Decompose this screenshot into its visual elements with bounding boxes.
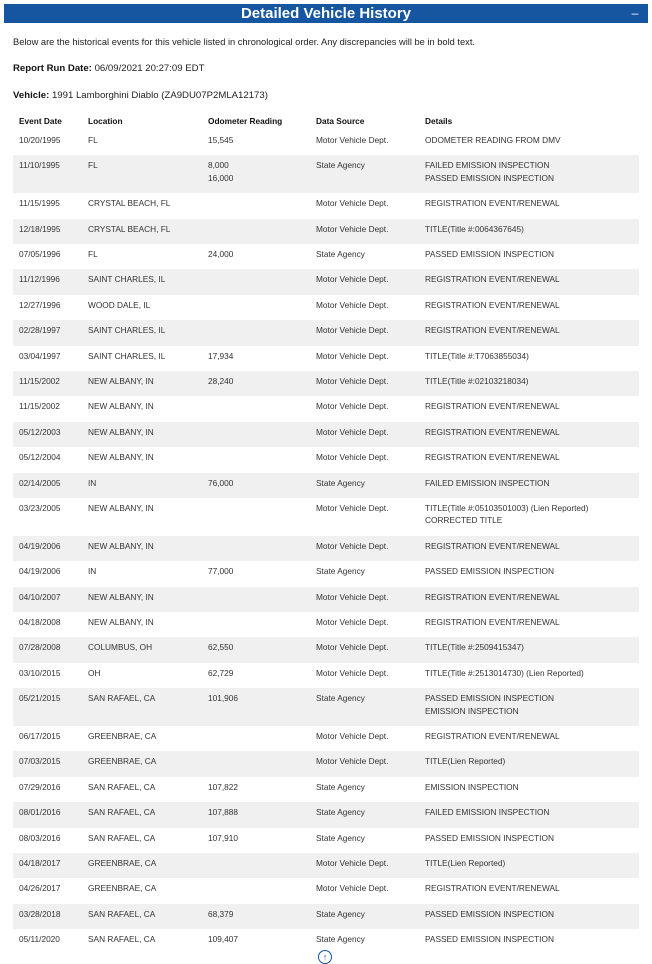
cell-details <box>419 536 639 561</box>
detail-line: FAILED EMISSION INSPECTION <box>425 477 550 488</box>
cell-details <box>419 320 639 345</box>
cell-details <box>419 828 639 853</box>
table-row <box>13 155 639 193</box>
history-table <box>13 112 639 955</box>
cell-event-date: 05/12/2003 <box>19 426 61 437</box>
cell-data-source: Motor Vehicle Dept. <box>316 731 389 742</box>
table-row <box>13 269 639 294</box>
cell-details <box>419 130 639 155</box>
cell-location: OH <box>88 667 101 678</box>
header-location: Location <box>88 116 123 126</box>
cell-event-date: 04/18/2017 <box>19 858 61 869</box>
odometer-value: 107,910 <box>208 832 238 843</box>
cell-odometer <box>202 320 310 345</box>
cell-odometer <box>202 561 310 586</box>
cell-event-date: 12/27/1996 <box>19 299 61 310</box>
cell-data-source: Motor Vehicle Dept. <box>316 350 389 361</box>
cell-location: COLUMBUS, OH <box>88 642 153 653</box>
cell-event-date: 12/18/1995 <box>19 223 61 234</box>
cell-odometer <box>202 269 310 294</box>
cell-data-source: Motor Vehicle Dept. <box>316 591 389 602</box>
detail-line: EMISSION INSPECTION <box>425 705 519 716</box>
intro-text: Below are the historical events for this vehicle listed in chronological order. Any discrepancies will be in bold text. <box>13 37 475 47</box>
table-row <box>13 663 639 688</box>
cell-data-source: Motor Vehicle Dept. <box>316 274 389 285</box>
cell-data-source: State Agency <box>316 934 365 945</box>
cell-event-date: 06/17/2015 <box>19 731 61 742</box>
odometer-value: 8,000 <box>208 160 229 171</box>
detail-line: REGISTRATION EVENT/RENEWAL <box>425 731 560 742</box>
report-run-date <box>13 63 204 74</box>
cell-location: NEW ALBANY, IN <box>88 376 154 387</box>
detail-line: REGISTRATION EVENT/RENEWAL <box>425 198 560 209</box>
cell-location: GREENBRAE, CA <box>88 883 157 894</box>
table-row <box>13 193 639 218</box>
odometer-value: 101,906 <box>208 693 238 704</box>
detail-line: REGISTRATION EVENT/RENEWAL <box>425 299 560 310</box>
table-row <box>13 371 639 396</box>
cell-location: SAN RAFAEL, CA <box>88 832 156 843</box>
cell-odometer <box>202 219 310 244</box>
cell-details <box>419 777 639 802</box>
detail-line: PASSED EMISSION INSPECTION <box>425 832 554 843</box>
table-row <box>13 561 639 586</box>
detail-line: REGISTRATION EVENT/RENEWAL <box>425 591 560 602</box>
cell-location: CRYSTAL BEACH, FL <box>88 223 171 234</box>
detail-line: TITLE(Lien Reported) <box>425 756 506 767</box>
cell-details <box>419 726 639 751</box>
cell-details <box>419 371 639 396</box>
report-run-date-value: 06/09/2021 20:27:09 EDT <box>94 63 205 74</box>
cell-odometer <box>202 473 310 498</box>
detail-line: PASSED EMISSION INSPECTION <box>425 566 554 577</box>
table-row <box>13 219 639 244</box>
detail-line: REGISTRATION EVENT/RENEWAL <box>425 617 560 628</box>
table-row <box>13 853 639 878</box>
cell-details <box>419 751 639 776</box>
odometer-value: 68,379 <box>208 908 234 919</box>
table-row <box>13 130 639 155</box>
collapse-button[interactable]: – <box>631 6 639 20</box>
cell-event-date: 04/10/2007 <box>19 591 61 602</box>
cell-data-source: Motor Vehicle Dept. <box>316 325 389 336</box>
report-run-date-label: Report Run Date: <box>13 63 92 74</box>
odometer-value: 107,888 <box>208 807 238 818</box>
detail-line: TITLE(Title #:0064367645) <box>425 223 524 234</box>
cell-odometer <box>202 751 310 776</box>
cell-event-date: 03/04/1997 <box>19 350 61 361</box>
cell-location: IN <box>88 566 97 577</box>
table-row <box>13 688 639 726</box>
cell-data-source: Motor Vehicle Dept. <box>316 135 389 145</box>
detail-line: PASSED EMISSION INSPECTION <box>425 934 554 945</box>
detail-line: REGISTRATION EVENT/RENEWAL <box>425 883 560 894</box>
table-row <box>13 612 639 637</box>
cell-data-source: Motor Vehicle Dept. <box>316 502 389 513</box>
header-data-source: Data Source <box>316 116 365 126</box>
cell-location: SAINT CHARLES, IL <box>88 350 166 361</box>
cell-odometer <box>202 396 310 421</box>
detail-line: FAILED EMISSION INSPECTION <box>425 807 550 818</box>
cell-details <box>419 473 639 498</box>
cell-data-source: State Agency <box>316 477 365 488</box>
cell-odometer <box>202 726 310 751</box>
detail-line: TITLE(Title #:2509415347) <box>425 642 524 653</box>
odometer-value: 16,000 <box>208 172 234 183</box>
cell-event-date: 07/28/2008 <box>19 642 61 653</box>
detail-line: ODOMETER READING FROM DMV <box>425 135 561 145</box>
cell-odometer <box>202 193 310 218</box>
cell-details <box>419 929 639 954</box>
cell-odometer <box>202 878 310 903</box>
odometer-value: 17,934 <box>208 350 234 361</box>
cell-data-source: State Agency <box>316 832 365 843</box>
cell-location: FL <box>88 135 98 145</box>
detail-line: REGISTRATION EVENT/RENEWAL <box>425 325 560 336</box>
odometer-value: 28,240 <box>208 376 234 387</box>
odometer-value: 109,407 <box>208 934 238 945</box>
table-row <box>13 422 639 447</box>
cell-location: SAINT CHARLES, IL <box>88 274 166 285</box>
table-row <box>13 751 639 776</box>
cell-event-date: 04/19/2006 <box>19 566 61 577</box>
cell-location: CRYSTAL BEACH, FL <box>88 198 171 209</box>
table-row <box>13 498 639 536</box>
cell-event-date: 08/01/2016 <box>19 807 61 818</box>
cell-details <box>419 498 639 536</box>
cell-odometer <box>202 422 310 447</box>
detail-line: TITLE(Title #:2513014730) (Lien Reported) <box>425 667 584 678</box>
odometer-value: 107,822 <box>208 781 238 792</box>
cell-event-date: 07/05/1996 <box>19 249 61 260</box>
cell-details <box>419 155 639 193</box>
cell-odometer <box>202 371 310 396</box>
vehicle-info <box>13 90 268 101</box>
cell-data-source: State Agency <box>316 566 365 577</box>
cell-details <box>419 663 639 688</box>
cell-event-date: 04/26/2017 <box>19 883 61 894</box>
table-row <box>13 777 639 802</box>
table-row <box>13 447 639 472</box>
detail-line: EMISSION INSPECTION <box>425 781 519 792</box>
table-row <box>13 244 639 269</box>
cell-location: NEW ALBANY, IN <box>88 591 154 602</box>
cell-data-source: State Agency <box>316 249 365 260</box>
cell-data-source: Motor Vehicle Dept. <box>316 426 389 437</box>
odometer-value: 62,729 <box>208 667 234 678</box>
vehicle-value: 1991 Lamborghini Diablo (ZA9DU07P2MLA12173) <box>51 90 268 101</box>
cell-data-source: Motor Vehicle Dept. <box>316 756 389 767</box>
cell-location: FL <box>88 160 98 171</box>
cell-event-date: 11/15/1995 <box>19 198 60 209</box>
detail-line: REGISTRATION EVENT/RENEWAL <box>425 452 560 463</box>
detail-line: TITLE(Title #:05103501003) (Lien Reported) <box>425 502 589 513</box>
cell-odometer <box>202 447 310 472</box>
cell-odometer <box>202 637 310 662</box>
cell-details <box>419 295 639 320</box>
cell-details <box>419 802 639 827</box>
cell-details <box>419 612 639 637</box>
detail-line: PASSED EMISSION INSPECTION <box>425 693 554 704</box>
cell-data-source: Motor Vehicle Dept. <box>316 617 389 628</box>
cell-location: SAINT CHARLES, IL <box>88 325 166 336</box>
table-header-row <box>13 112 639 130</box>
cell-details <box>419 853 639 878</box>
cell-location: NEW ALBANY, IN <box>88 452 154 463</box>
vehicle-label: Vehicle: <box>13 90 50 101</box>
cell-odometer <box>202 663 310 688</box>
cell-odometer <box>202 587 310 612</box>
cell-odometer <box>202 346 310 371</box>
cell-data-source: Motor Vehicle Dept. <box>316 858 389 869</box>
table-row <box>13 587 639 612</box>
cell-details <box>419 688 639 726</box>
table-row <box>13 726 639 751</box>
table-row <box>13 828 639 853</box>
history-table-body <box>13 130 639 955</box>
cell-location: SAN RAFAEL, CA <box>88 693 156 704</box>
cell-details <box>419 244 639 269</box>
cell-details <box>419 447 639 472</box>
cell-data-source: State Agency <box>316 781 365 792</box>
cell-details <box>419 193 639 218</box>
cell-odometer <box>202 130 310 155</box>
cell-odometer <box>202 904 310 929</box>
cell-data-source: Motor Vehicle Dept. <box>316 401 389 412</box>
cell-data-source: Motor Vehicle Dept. <box>316 223 389 234</box>
odometer-value: 24,000 <box>208 249 234 260</box>
cell-data-source: Motor Vehicle Dept. <box>316 667 389 678</box>
cell-event-date: 02/14/2005 <box>19 477 61 488</box>
cell-data-source: Motor Vehicle Dept. <box>316 642 389 653</box>
cell-data-source: State Agency <box>316 807 365 818</box>
cell-location: GREENBRAE, CA <box>88 858 157 869</box>
cell-event-date: 11/15/2002 <box>19 376 60 387</box>
cell-odometer <box>202 828 310 853</box>
cell-odometer <box>202 853 310 878</box>
detail-line: TITLE(Title #:02103218034) <box>425 376 529 387</box>
section-title: Detailed Vehicle History <box>240 5 412 22</box>
cell-odometer <box>202 612 310 637</box>
table-row <box>13 396 639 421</box>
detail-line: TITLE(Lien Reported) <box>425 858 506 869</box>
cell-details <box>419 878 639 903</box>
cell-odometer <box>202 802 310 827</box>
cell-location: NEW ALBANY, IN <box>88 401 154 412</box>
cell-location: NEW ALBANY, IN <box>88 617 154 628</box>
cell-data-source: Motor Vehicle Dept. <box>316 299 389 310</box>
cell-data-source: State Agency <box>316 693 365 704</box>
cell-event-date: 02/28/1997 <box>19 325 61 336</box>
detail-line: PASSED EMISSION INSPECTION <box>425 172 554 183</box>
cell-odometer <box>202 688 310 726</box>
odometer-value: 76,000 <box>208 477 234 488</box>
odometer-value: 62,550 <box>208 642 234 653</box>
cell-location: NEW ALBANY, IN <box>88 426 154 437</box>
cell-event-date: 05/21/2015 <box>19 693 61 704</box>
arrow-up-icon: ↑ <box>322 952 328 962</box>
cell-details <box>419 587 639 612</box>
detail-line: REGISTRATION EVENT/RENEWAL <box>425 540 560 551</box>
table-row <box>13 473 639 498</box>
cell-location: NEW ALBANY, IN <box>88 502 154 513</box>
odometer-value: 77,000 <box>208 566 234 577</box>
section-header <box>4 4 648 23</box>
table-row <box>13 295 639 320</box>
cell-odometer <box>202 244 310 269</box>
cell-event-date: 03/23/2005 <box>19 502 61 513</box>
cell-event-date: 03/10/2015 <box>19 667 61 678</box>
cell-details <box>419 396 639 421</box>
cell-data-source: State Agency <box>316 160 365 171</box>
table-row <box>13 904 639 929</box>
cell-data-source: Motor Vehicle Dept. <box>316 376 389 387</box>
cell-data-source: Motor Vehicle Dept. <box>316 540 389 551</box>
cell-location: SAN RAFAEL, CA <box>88 807 156 818</box>
detail-line: REGISTRATION EVENT/RENEWAL <box>425 401 560 412</box>
scroll-top-button[interactable] <box>318 950 332 964</box>
cell-odometer <box>202 295 310 320</box>
cell-location: GREENBRAE, CA <box>88 731 157 742</box>
cell-location: FL <box>88 249 98 260</box>
cell-details <box>419 637 639 662</box>
table-row <box>13 878 639 903</box>
cell-location: SAN RAFAEL, CA <box>88 934 156 945</box>
header-event-date: Event Date <box>19 116 62 126</box>
cell-odometer <box>202 929 310 954</box>
table-row <box>13 346 639 371</box>
header-details: Details <box>425 116 453 126</box>
header-odometer: Odometer Reading <box>208 116 283 126</box>
cell-event-date: 07/29/2016 <box>19 781 61 792</box>
cell-data-source: Motor Vehicle Dept. <box>316 883 389 894</box>
detail-line: PASSED EMISSION INSPECTION <box>425 908 554 919</box>
cell-data-source: Motor Vehicle Dept. <box>316 198 389 209</box>
cell-event-date: 10/20/1995 <box>19 135 61 145</box>
cell-event-date: 11/12/1996 <box>19 274 60 285</box>
cell-details <box>419 346 639 371</box>
cell-odometer <box>202 777 310 802</box>
cell-event-date: 08/03/2016 <box>19 832 61 843</box>
detail-line: REGISTRATION EVENT/RENEWAL <box>425 426 560 437</box>
cell-location: IN <box>88 477 97 488</box>
cell-event-date: 04/19/2006 <box>19 540 61 551</box>
detail-line: FAILED EMISSION INSPECTION <box>425 160 550 171</box>
cell-event-date: 11/15/2002 <box>19 401 60 412</box>
cell-location: SAN RAFAEL, CA <box>88 908 156 919</box>
cell-odometer <box>202 536 310 561</box>
cell-odometer <box>202 498 310 536</box>
detail-line: TITLE(Title #:T7063855034) <box>425 350 529 361</box>
cell-event-date: 11/10/1995 <box>19 160 60 171</box>
table-row <box>13 320 639 345</box>
cell-odometer <box>202 155 310 193</box>
cell-location: NEW ALBANY, IN <box>88 540 154 551</box>
odometer-value: 15,545 <box>208 135 234 145</box>
cell-data-source: State Agency <box>316 908 365 919</box>
detail-line: CORRECTED TITLE <box>425 515 503 526</box>
cell-event-date: 05/11/2020 <box>19 934 60 945</box>
table-row <box>13 802 639 827</box>
cell-event-date: 04/18/2008 <box>19 617 61 628</box>
cell-location: GREENBRAE, CA <box>88 756 157 767</box>
cell-details <box>419 422 639 447</box>
cell-details <box>419 561 639 586</box>
cell-event-date: 07/03/2015 <box>19 756 61 767</box>
cell-details <box>419 269 639 294</box>
table-row <box>13 637 639 662</box>
cell-location: SAN RAFAEL, CA <box>88 781 156 792</box>
detail-line: PASSED EMISSION INSPECTION <box>425 249 554 260</box>
cell-event-date: 03/28/2018 <box>19 908 61 919</box>
cell-event-date: 05/12/2004 <box>19 452 61 463</box>
detail-line: REGISTRATION EVENT/RENEWAL <box>425 274 560 285</box>
cell-details <box>419 904 639 929</box>
cell-details <box>419 219 639 244</box>
table-row <box>13 536 639 561</box>
cell-data-source: Motor Vehicle Dept. <box>316 452 389 463</box>
cell-location: WOOD DALE, IL <box>88 299 151 310</box>
